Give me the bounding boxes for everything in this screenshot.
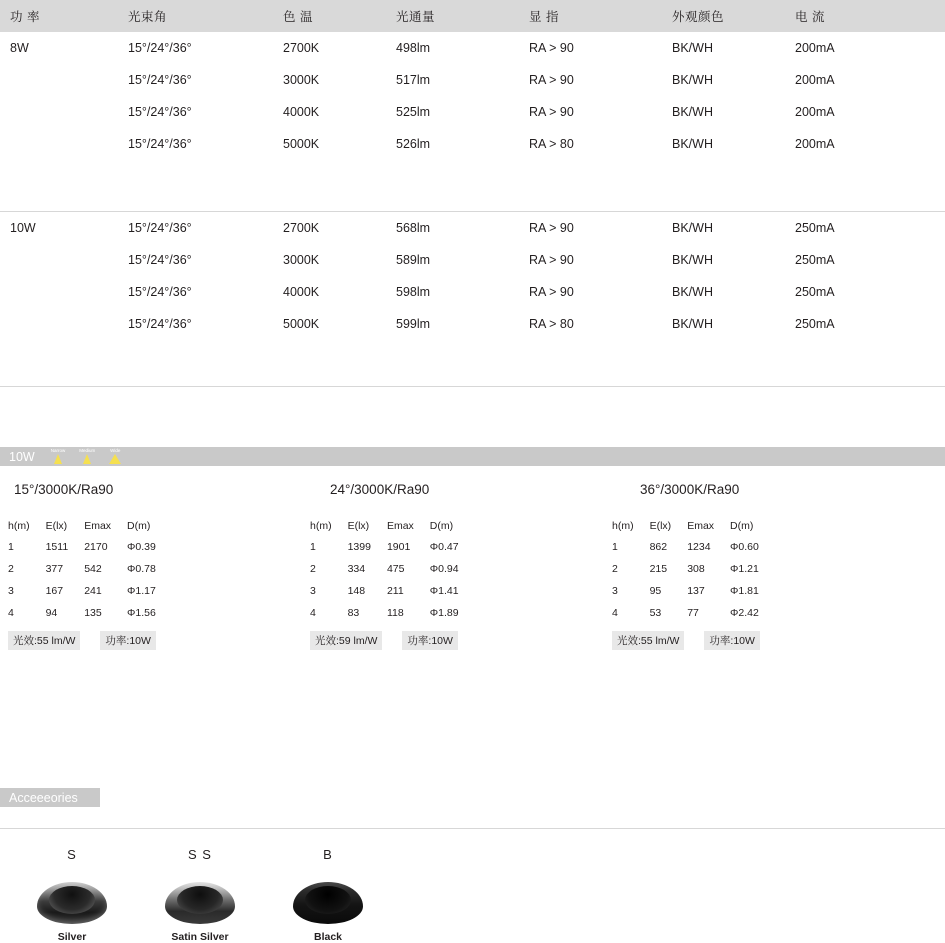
cell-emax: 308 xyxy=(687,563,705,575)
cell-lux: 862 xyxy=(649,541,668,553)
cell-cct: 3000K xyxy=(283,253,320,267)
cell-emax: 1234 xyxy=(687,541,711,553)
table-row xyxy=(310,541,475,563)
photometric-title-36deg: 36°/3000K/Ra90 xyxy=(640,482,740,497)
cell-cri: RA > 90 xyxy=(529,221,574,235)
photometrics-header-bar xyxy=(0,447,945,466)
cell-power xyxy=(0,64,118,96)
beam-cone-icon xyxy=(83,454,91,464)
accessory-code: S S xyxy=(188,847,212,862)
cell-lux: 215 xyxy=(649,563,668,575)
table-header-row xyxy=(0,0,945,32)
cell-emax: 135 xyxy=(84,607,102,619)
cell-emax: 211 xyxy=(386,585,404,597)
column-header-current: 电 流 xyxy=(785,0,945,32)
accessory-name: Black xyxy=(313,931,343,943)
cell-power xyxy=(0,128,118,165)
cell-diameter: Φ0.78 xyxy=(127,563,156,575)
beam-legend-label: Wide xyxy=(110,447,121,453)
cell-current: 250mA xyxy=(795,253,835,267)
cell-power xyxy=(0,244,118,276)
cell-diameter: Φ2.42 xyxy=(730,607,759,619)
cell-cct: 4000K xyxy=(283,285,320,299)
cell-beam: 15°/24°/36° xyxy=(128,317,192,331)
photometrics-section xyxy=(0,447,945,730)
table-row xyxy=(8,563,172,585)
beam-legend xyxy=(51,449,122,465)
cell-lux: 1511 xyxy=(45,541,69,553)
column-header-diameter: D(m) xyxy=(429,520,454,532)
accessories-header-bar xyxy=(0,788,100,807)
table-header-row xyxy=(612,520,775,541)
reflector-ring-icon xyxy=(37,882,107,924)
cell-cct: 4000K xyxy=(283,105,320,119)
table-row xyxy=(0,212,945,245)
cell-height: 4 xyxy=(612,607,618,619)
cell-diameter: Φ1.81 xyxy=(730,585,759,597)
cell-current: 200mA xyxy=(795,41,835,55)
accessory-image xyxy=(136,872,264,924)
table-row xyxy=(612,541,775,563)
cell-cct: 5000K xyxy=(283,137,320,151)
photometrics-titles xyxy=(0,482,945,508)
table-header-row xyxy=(8,520,172,541)
cell-emax: 542 xyxy=(84,563,102,575)
cell-cct: 3000K xyxy=(283,73,320,87)
column-header-emax: Emax xyxy=(84,520,112,532)
cell-lux: 334 xyxy=(347,563,366,575)
cell-lux: 148 xyxy=(347,585,366,597)
column-header-power: 功 率 xyxy=(0,0,118,32)
efficacy-badge: 光效:55 lm/W xyxy=(612,631,684,650)
cell-current: 200mA xyxy=(795,105,835,119)
cell-height: 4 xyxy=(310,607,316,619)
cell-height: 3 xyxy=(612,585,618,597)
cell-diameter: Φ0.60 xyxy=(730,541,759,553)
cell-power: 10W xyxy=(10,221,36,235)
cell-current: 250mA xyxy=(795,221,835,235)
cell-cct: 2700K xyxy=(283,221,320,235)
column-header-lux: E(lx) xyxy=(45,520,68,532)
photometric-table xyxy=(310,520,475,629)
cell-color: BK/WH xyxy=(672,221,713,235)
accessories-section xyxy=(0,788,945,943)
cell-diameter: Φ1.89 xyxy=(429,607,459,619)
table-row xyxy=(8,585,172,607)
accessory-item-silver[interactable] xyxy=(8,847,136,943)
beam-legend-item xyxy=(51,449,66,465)
cell-height: 1 xyxy=(310,541,316,553)
cell-height: 3 xyxy=(310,585,316,597)
table-row xyxy=(0,276,945,308)
cell-cct: 2700K xyxy=(283,41,320,55)
table-row xyxy=(0,32,945,64)
beam-legend-label: Medium xyxy=(79,447,96,453)
cell-emax: 2170 xyxy=(84,541,108,553)
cell-lumen: 525lm xyxy=(396,105,431,119)
table-row xyxy=(0,128,945,165)
accessories-divider xyxy=(0,828,945,829)
cell-power xyxy=(0,96,118,128)
photometric-table xyxy=(612,520,775,629)
cell-beam: 15°/24°/36° xyxy=(128,41,192,55)
cell-lumen: 526lm xyxy=(396,137,431,151)
cell-lux: 167 xyxy=(45,585,64,597)
power-badge: 功率:10W xyxy=(704,631,760,650)
photometric-footer xyxy=(310,631,475,650)
cell-power xyxy=(0,308,118,340)
cell-beam: 15°/24°/36° xyxy=(128,253,192,267)
accessory-code: B xyxy=(323,847,333,862)
cell-color: BK/WH xyxy=(672,41,713,55)
beam-legend-item xyxy=(79,449,95,465)
cell-beam: 15°/24°/36° xyxy=(128,137,192,151)
cell-lux: 94 xyxy=(45,607,58,619)
cell-color: BK/WH xyxy=(672,317,713,331)
cell-diameter: Φ0.47 xyxy=(429,541,459,553)
cell-height: 2 xyxy=(8,563,14,575)
cell-color: BK/WH xyxy=(672,137,713,151)
accessory-image xyxy=(264,872,392,924)
power-badge: 功率:10W xyxy=(100,631,156,650)
cell-lux: 377 xyxy=(45,563,64,575)
column-header-emax: Emax xyxy=(687,520,715,532)
cell-lux: 95 xyxy=(649,585,662,597)
table-row xyxy=(8,607,172,629)
photometric-block-36deg xyxy=(612,520,775,650)
photometrics-power-label: 10W xyxy=(9,449,35,464)
photometric-title-15deg: 15°/3000K/Ra90 xyxy=(14,482,114,497)
accessory-name: Satin Silver xyxy=(171,931,229,943)
cell-cri: RA > 90 xyxy=(529,253,574,267)
column-header-height: h(m) xyxy=(612,520,634,532)
row-spacer xyxy=(0,340,945,386)
table-header-row xyxy=(310,520,475,541)
table-row xyxy=(310,563,475,585)
cell-height: 1 xyxy=(612,541,618,553)
cell-current: 250mA xyxy=(795,317,835,331)
column-header-diameter: D(m) xyxy=(127,520,151,532)
efficacy-badge: 光效:59 lm/W xyxy=(310,631,382,650)
cell-cri: RA > 90 xyxy=(529,105,574,119)
specification-table xyxy=(0,0,945,387)
cell-height: 3 xyxy=(8,585,14,597)
column-header-lux: E(lx) xyxy=(649,520,672,532)
reflector-ring-icon xyxy=(293,882,363,924)
table-row xyxy=(612,607,775,629)
accessory-item-satin-silver[interactable] xyxy=(136,847,264,943)
column-header-height: h(m) xyxy=(310,520,332,532)
efficacy-badge: 光效:55 lm/W xyxy=(8,631,80,650)
photometric-block-24deg xyxy=(310,520,475,650)
cell-cri: RA > 80 xyxy=(529,137,574,151)
column-header-height: h(m) xyxy=(8,520,30,532)
accessory-item-black[interactable] xyxy=(264,847,392,943)
photometric-table xyxy=(8,520,172,629)
column-header-lumen: 光通量 xyxy=(386,0,519,32)
cell-color: BK/WH xyxy=(672,253,713,267)
row-spacer xyxy=(0,165,945,211)
photometric-title-24deg: 24°/3000K/Ra90 xyxy=(330,482,430,497)
cell-lumen: 517lm xyxy=(396,73,431,87)
cell-lumen: 598lm xyxy=(396,285,431,299)
cell-diameter: Φ1.17 xyxy=(127,585,156,597)
column-header-lux: E(lx) xyxy=(347,520,370,532)
cell-color: BK/WH xyxy=(672,73,713,87)
cell-lux: 53 xyxy=(649,607,662,619)
beam-legend-item xyxy=(109,449,121,465)
cell-lumen: 568lm xyxy=(396,221,431,235)
cell-lumen: 599lm xyxy=(396,317,431,331)
table-row xyxy=(0,244,945,276)
cell-height: 2 xyxy=(310,563,316,575)
cell-emax: 241 xyxy=(84,585,102,597)
cell-height: 4 xyxy=(8,607,14,619)
column-header-emax: Emax xyxy=(386,520,414,532)
beam-cone-icon xyxy=(109,454,121,464)
photometric-footer xyxy=(612,631,775,650)
cell-height: 1 xyxy=(8,541,14,553)
accessory-code: S xyxy=(67,847,77,862)
cell-emax: 118 xyxy=(386,607,404,619)
cell-color: BK/WH xyxy=(672,105,713,119)
photometric-block-15deg xyxy=(8,520,172,650)
cell-diameter: Φ0.94 xyxy=(429,563,459,575)
beam-legend-label: Narrow xyxy=(50,447,66,453)
cell-cri: RA > 90 xyxy=(529,41,574,55)
column-header-cri: 显 指 xyxy=(519,0,662,32)
cell-cri: RA > 90 xyxy=(529,285,574,299)
table-row xyxy=(0,96,945,128)
column-header-cct: 色 温 xyxy=(273,0,386,32)
table-row xyxy=(0,308,945,340)
accessory-image xyxy=(8,872,136,924)
cell-beam: 15°/24°/36° xyxy=(128,285,192,299)
cell-color: BK/WH xyxy=(672,285,713,299)
cell-emax: 137 xyxy=(687,585,705,597)
cell-lux: 1399 xyxy=(347,541,371,553)
table-row xyxy=(8,541,172,563)
reflector-ring-icon xyxy=(165,882,235,924)
cell-emax: 77 xyxy=(687,607,699,619)
cell-lumen: 589lm xyxy=(396,253,431,267)
cell-emax: 1901 xyxy=(386,541,411,553)
cell-cri: RA > 80 xyxy=(529,317,574,331)
row-divider xyxy=(0,386,945,387)
cell-current: 200mA xyxy=(795,137,835,151)
cell-current: 200mA xyxy=(795,73,835,87)
cell-lux: 83 xyxy=(347,607,360,619)
cell-emax: 475 xyxy=(386,563,405,575)
table-row xyxy=(310,585,475,607)
table-row xyxy=(612,563,775,585)
cell-beam: 15°/24°/36° xyxy=(128,73,192,87)
cell-diameter: Φ0.39 xyxy=(127,541,156,553)
power-badge: 功率:10W xyxy=(402,631,458,650)
photometrics-tables xyxy=(0,520,945,730)
table-row xyxy=(0,64,945,96)
column-header-beam: 光束角 xyxy=(118,0,273,32)
accessories-list xyxy=(0,847,945,943)
table-row xyxy=(612,585,775,607)
cell-diameter: Φ1.21 xyxy=(730,563,759,575)
table-row xyxy=(310,607,475,629)
cell-height: 2 xyxy=(612,563,618,575)
cell-power: 8W xyxy=(10,41,29,55)
cell-lumen: 498lm xyxy=(396,41,431,55)
cell-current: 250mA xyxy=(795,285,835,299)
cell-beam: 15°/24°/36° xyxy=(128,105,192,119)
accessory-name: Silver xyxy=(57,931,87,943)
cell-power xyxy=(0,276,118,308)
photometric-footer xyxy=(8,631,172,650)
column-header-diameter: D(m) xyxy=(730,520,754,532)
cell-cct: 5000K xyxy=(283,317,320,331)
beam-cone-icon xyxy=(54,454,62,464)
cell-diameter: Φ1.41 xyxy=(429,585,459,597)
cell-diameter: Φ1.56 xyxy=(127,607,156,619)
column-header-color: 外观颜色 xyxy=(662,0,785,32)
cell-cri: RA > 90 xyxy=(529,73,574,87)
accessories-title: Acceeeories xyxy=(9,790,78,805)
cell-beam: 15°/24°/36° xyxy=(128,221,192,235)
